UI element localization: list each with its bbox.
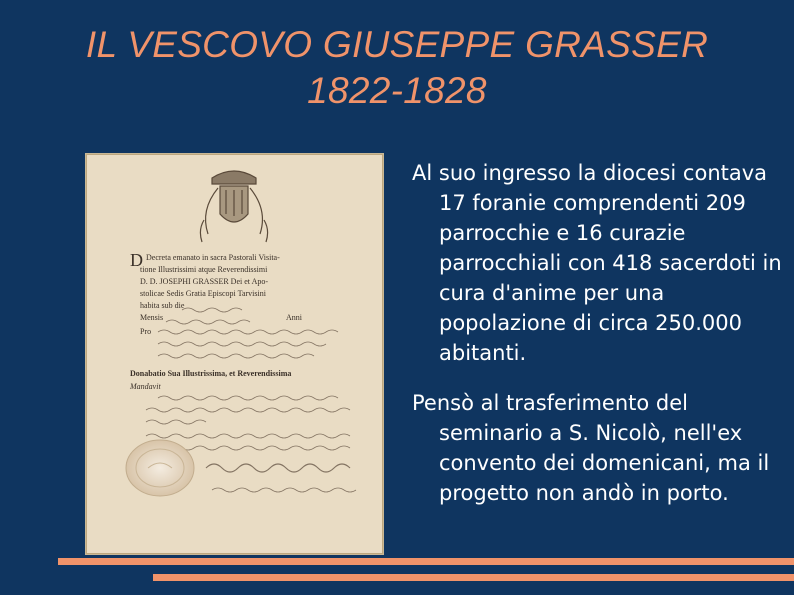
doc-line-7: Pro xyxy=(140,327,152,336)
doc-line-6-right: Anni xyxy=(286,313,302,322)
historic-document-image xyxy=(86,154,383,554)
document-drawing xyxy=(86,154,383,554)
title-line-2: 1822-1828 xyxy=(307,70,487,111)
paragraph-seminary-transfer: Pensò al trasferimento del seminario a S. Nicolò, nell'ex convento dei domenicani, ma il progetto non andò in porto. xyxy=(412,391,770,505)
doc-line-4: stolicae Sedis Gratia Episcopi Tarvisini xyxy=(140,289,266,298)
doc-line-1: Decreta emanato in sacra Pastorali Visita- xyxy=(146,253,280,262)
doc-line-5: habita sub die xyxy=(140,301,185,310)
wax-seal-icon xyxy=(126,440,194,496)
slide-title xyxy=(0,22,794,114)
doc-line-2: tione Illustrissimi atque Reverendissimi xyxy=(140,265,268,274)
title-line-1: IL VESCOVO GIUSEPPE GRASSER xyxy=(85,24,709,65)
doc-line-9: Mandavit xyxy=(130,382,161,391)
doc-line-8: Donabatio Sua Illustrissima, et Reverendissima xyxy=(130,369,292,378)
paragraph-diocese-statistics: Al suo ingresso la diocesi contava 17 foranie comprendenti 209 parrocchie e 16 curazie parrocchiali con 418 sacerdoti in cura d'anime per una popolazione di circa 250.000 abitanti. xyxy=(412,161,782,365)
accent-bar-top xyxy=(58,558,794,565)
doc-initial-d: D xyxy=(130,250,143,270)
doc-line-3: D. D. JOSEPHI GRASSER Dei et Apo- xyxy=(140,277,269,286)
doc-line-6-left: Mensis xyxy=(140,313,164,322)
slide-body-text xyxy=(412,158,782,508)
accent-bar-bottom xyxy=(153,574,794,581)
